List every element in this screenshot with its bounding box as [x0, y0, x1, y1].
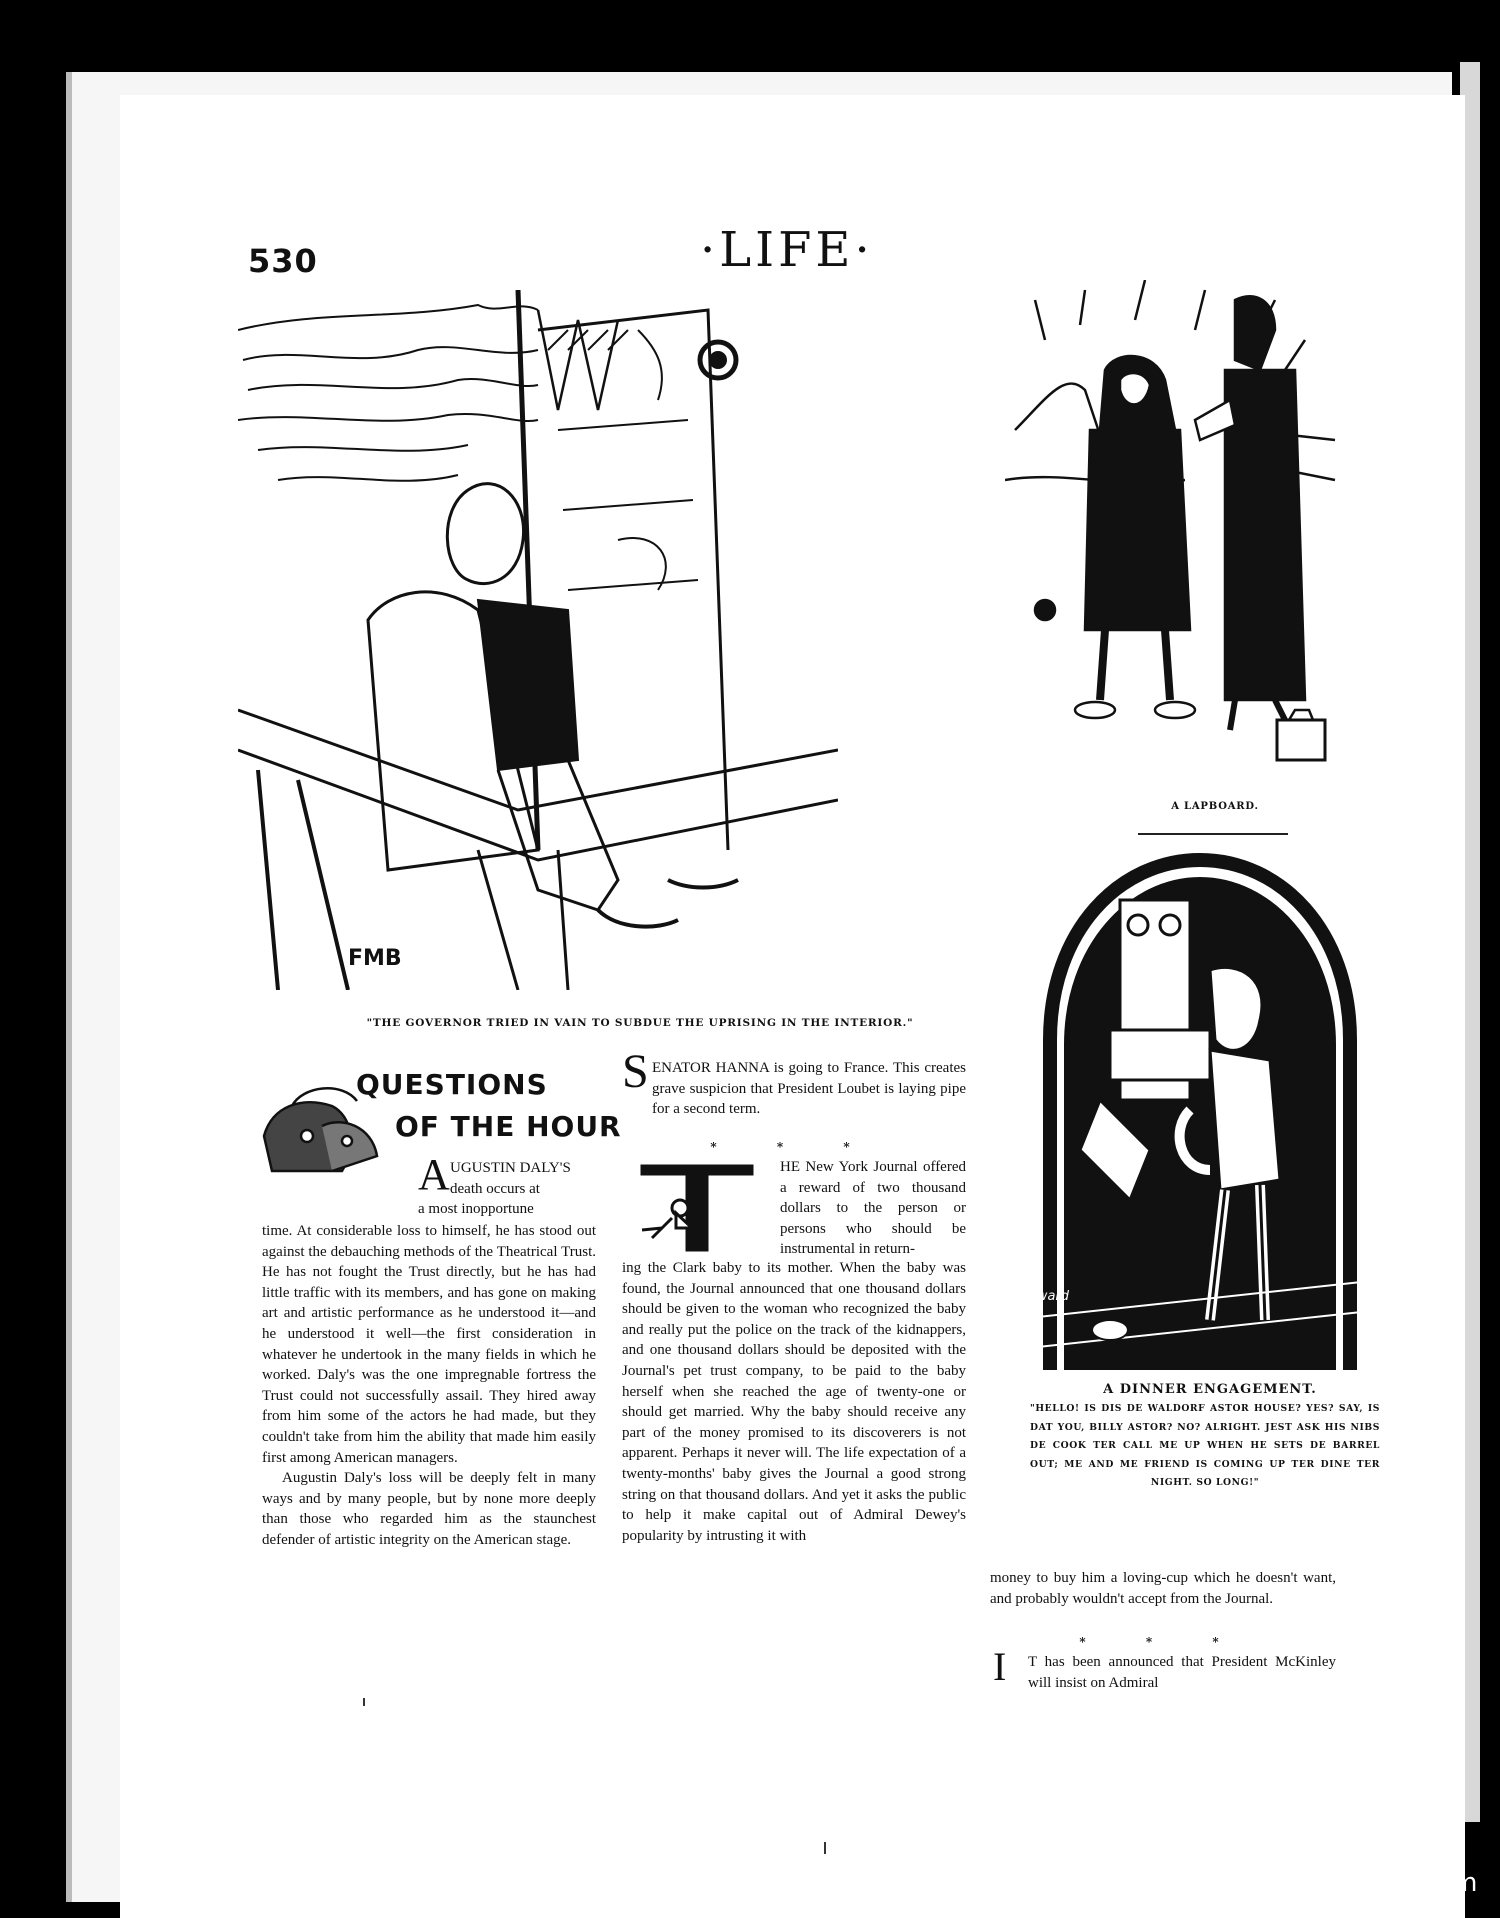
page-number: 530 — [248, 242, 318, 280]
divider-rule — [1138, 833, 1288, 835]
col3-stars: * * * — [1079, 1635, 1247, 1649]
dinner-illustration — [1010, 850, 1380, 1370]
lapboard-caption: A LAPBOARD. — [1171, 801, 1259, 812]
col1-lead-line2: death occurs at — [450, 1180, 540, 1197]
main-signature: FMB — [348, 946, 402, 971]
col2-hanna-line1: ENATOR HANNA is going to France. — [652, 1060, 889, 1076]
heading-line1: QUESTIONS — [356, 1068, 548, 1101]
dinner-title: A DINNER ENGAGEMENT. — [1103, 1382, 1317, 1397]
col2-hanna — [652, 1058, 966, 1120]
column-1 — [262, 1221, 596, 1551]
dropcap-a: A — [418, 1150, 450, 1199]
heading-line2: OF THE HOUR — [395, 1110, 622, 1143]
dinner-signature: CHoward — [1010, 1289, 1070, 1304]
main-illustration — [238, 290, 838, 990]
col2-stars: * * * — [710, 1140, 878, 1154]
col2-journal-lead: HE New York Journal offered a reward of two thousand dollars to the person or persons who should be instrumental in return- — [780, 1159, 966, 1258]
dropcap-t-drawing — [632, 1158, 772, 1258]
dropcap-s: S — [622, 1045, 649, 1098]
col1-lead-line1: UGUSTIN DALY'S — [450, 1160, 571, 1176]
dinner-drawing — [1010, 850, 1380, 1370]
dropcap-t-art — [632, 1158, 772, 1258]
main-caption: "THE GOVERNOR TRIED IN VAIN TO SUBDUE THE UPRISING IN THE INTERIOR." — [366, 1017, 914, 1029]
col2-hanna-rest: This creates grave suspicion that President Loubet is laying pipe for a second term. — [652, 1060, 966, 1118]
col1-paragraph-1: time. At considerable loss to himself, he has stood out against the debauching methods of the Theatrical Trust. He has not fought the Trust directly, but he has had little traffic with its members, and has gone on making art and artistic performance as he understood it—and he understood it well—the first consideration in whatever he undertook in the many fields in which he worked. Daly's was the one impregnable fortress the Trust could not successfully assail. They hired away from him some of the actors he had made, but they couldn't take from him the ability that made him easily first among American managers. — [262, 1223, 596, 1466]
main-illustration-drawing — [238, 290, 838, 990]
col1-paragraph-2: Augustin Daly's loss will be deeply felt in many ways and by many people, but by none more deeply than those who regarded him as the staunchest defender of artistic integrity on the American stage. — [262, 1470, 596, 1548]
lapboard-illustration — [1005, 280, 1340, 780]
col1-lead-line3: a most inopportune — [418, 1201, 534, 1218]
scan-mark — [824, 1842, 826, 1854]
lapboard-drawing — [1005, 280, 1340, 780]
watermark: comicbooks.com — [1253, 1868, 1478, 1898]
masthead: ·LIFE· — [700, 222, 874, 278]
col2-journal-body: ing the Clark baby to its mother. When the baby was found, the Journal announced that one thousand dollars should be given to the woman who recognized the baby and really put the police on the track of the kidnappers, and one thousand dollars should be deposited with the Journal's pet trust company, to be paid to the baby herself when she reached the age of twenty-one or should get married. Why the baby should receive any part of the money promised to its discoverers is not apparent. Perhaps it never will. The life expectation of a twenty-months' baby gives the Journal a good strong string on that thousand dollars. And yet it asks the public to help it make capital out of Admiral Dewey's popularity by intrusting it with — [622, 1260, 966, 1544]
scan-mark — [363, 1698, 365, 1706]
col3-money: money to buy him a loving-cup which he doesn't want, and probably wouldn't accept from the Journal. — [990, 1570, 1336, 1607]
col3-mckinley: T has been announced that President McKinley will insist on Admiral — [1028, 1654, 1336, 1691]
col1-lead — [418, 1158, 598, 1220]
dropcap-i: I — [993, 1644, 1007, 1689]
dinner-caption: "HELLO! IS DIS DE WALDORF ASTOR HOUSE? YES? SAY, IS DAT YOU, BILLY ASTOR? NO? ALRIGHT. JEST ASK HIS NIBS DE COOK TER CALL ME UP WHEN HE SETS DE BARREL OUT; ME AND ME FRIEND IS COMING UP TER DINE TER NIGHT. SO LONG!" — [1030, 1403, 1380, 1488]
